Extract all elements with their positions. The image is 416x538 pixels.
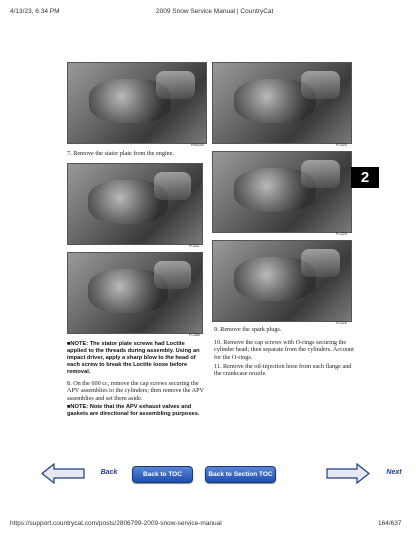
photo-code-4: FC020 bbox=[336, 143, 347, 147]
photo-code-3: FC065 bbox=[189, 333, 200, 337]
note-apv: ■NOTE: Note that the APV exhaust valves and gaskets are directional for assembling purposes. bbox=[67, 404, 200, 417]
back-to-toc-button[interactable]: Back to TOC bbox=[132, 466, 193, 483]
photo-code-5: FC024 bbox=[336, 232, 347, 236]
page-title: 2009 Snow Service Manual | CountryCat bbox=[156, 8, 274, 15]
photo-code-1: RS0204 bbox=[191, 143, 204, 147]
step-8: 8. On the 600 cc, remove the cap screws securing the APV assemblies to the cylinders; then remove the APV assemblies and set them aside. bbox=[67, 380, 204, 402]
back-arrow-icon bbox=[40, 463, 86, 484]
step-10: 10. Remove the cap screws with O-rings securing the cylinder head; then separate from the cylinders. Account for the O-rings. bbox=[214, 339, 354, 361]
photo-stator-screws bbox=[67, 252, 203, 334]
next-button[interactable] bbox=[325, 463, 402, 484]
step-9: 9. Remove the spark plugs. bbox=[214, 326, 282, 333]
photo-stator-removal bbox=[67, 163, 203, 245]
step-7: 7. Remove the stator plate from the engine. bbox=[67, 150, 175, 157]
photo-code-2: FC021 bbox=[189, 244, 200, 248]
photo-stator-plate bbox=[67, 62, 207, 144]
back-button[interactable] bbox=[40, 463, 118, 484]
photo-cylinder-separate bbox=[212, 151, 352, 233]
section-tab: 2 bbox=[351, 167, 379, 188]
back-label: Back bbox=[100, 469, 118, 476]
next-label: Next bbox=[386, 469, 402, 476]
print-datetime: 4/13/23, 6:34 PM bbox=[10, 8, 60, 15]
photo-code-6: FC025 bbox=[336, 321, 347, 325]
note-loctite: ■NOTE: The stator plate screws had Loctite applied to the threads during assembly. Using an impact driver, apply a sharp blow to the head of each screw to break the Loctite loose before removal. bbox=[67, 341, 200, 375]
page-number: 164/637 bbox=[378, 520, 402, 527]
photo-oil-hose bbox=[212, 240, 352, 322]
next-arrow-icon bbox=[325, 463, 371, 484]
page-url: https://support.countrycat.com/posts/2806799-2009-snow-service-manual bbox=[10, 520, 222, 527]
photo-cylinder-head bbox=[212, 62, 352, 144]
step-11: 11. Remove the oil-injection hose from each flange and the crankcase nozzle. bbox=[214, 363, 352, 378]
back-to-section-toc-button[interactable]: Back to Section TOC bbox=[205, 466, 276, 483]
